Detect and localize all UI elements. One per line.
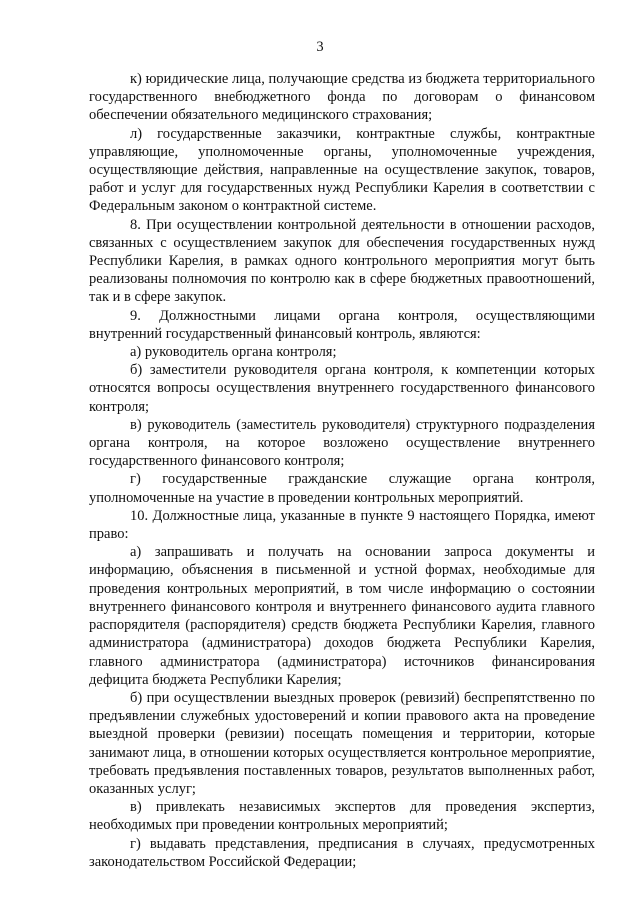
paragraph-10-b: б) при осуществлении выездных проверок (ревизий) беспрепятственно по предъявлении служебных удостоверений и копии правового акта на проведение выездной проверки (ревизии) посещать помещения и территории, которые занимают лица, в отношении которых осуществляется контрольное мероприятие, требовать предъявления поставленных товаров, результатов выполненных работ, оказанных услуг; (89, 689, 595, 797)
paragraph-10-v: в) привлекать независимых экспертов для проведения экспертиз, необходимых при проведении контрольных мероприятий; (89, 799, 595, 834)
paragraph-10-a: а) запрашивать и получать на основании запроса документы и информацию, объяснения в письменной и устной формах, необходимые для проведения контрольных мероприятий, в том числе информацию о состоянии внутреннего финансового контроля и внутреннего финансового аудита главного распорядителя (распорядителя) средств бюджета Республики Карелия, главного администратора (администратора) доходов бюджета Республики Карелия, главного администратора (администратора) источников финансирования дефицита бюджета Республики Карелия; (89, 544, 595, 688)
paragraph-10-g: г) выдавать представления, предписания в случаях, предусмотренных законодательством Российской Федерации; (89, 835, 595, 870)
paragraph-9-a: а) руководитель органа контроля; (130, 344, 337, 361)
paragraph-l: л) государственные заказчики, контрактные службы, контрактные управляющие, уполномоченные органы, уполномоченные учреждения, осуществляющие действия, направленные на осуществление закупок, товаров, работ и услуг для государственных нужд Республики Карелия в соответствии с Федеральным законом о контрактной системе. (89, 125, 595, 215)
paragraph-9-g: г) государственные гражданские служащие органа контроля, уполномоченные на участие в проведении контрольных мероприятий. (89, 471, 595, 506)
document-body (89, 70, 595, 871)
paragraph-k: к) юридические лица, получающие средства из бюджета территориального государственного внебюджетного фонда по договорам о финансовом обеспечении обязательного медицинского страхования; (89, 71, 595, 124)
paragraph-10: 10. Должностные лица, указанные в пункте 9 настоящего Порядка, имеют право: (89, 507, 595, 543)
paragraph-9-v: в) руководитель (заместитель руководителя) структурного подразделения органа контроля, на которое возложено осуществление внутреннего государственного финансового контроля; (89, 416, 595, 470)
paragraph-9: 9. Должностными лицами органа контроля, осуществляющими внутренний государственный финансовый контроль, являются: (89, 307, 595, 342)
paragraph-9-b: б) заместители руководителя органа контроля, к компетенции которых относятся вопросы осуществления внутреннего государственного финансового контроля; (89, 362, 595, 415)
paragraph-8: 8. При осуществлении контрольной деятельности в отношении расходов, связанных с осуществлением закупок для обеспечения государственных нужд Республики Карелия, в рамках одного контрольного мероприятия могут быть реализованы полномочия по контролю как в сфере бюджетных правоотношений, так и в сфере закупок. (89, 216, 595, 306)
page-number: 3 (316, 39, 324, 55)
